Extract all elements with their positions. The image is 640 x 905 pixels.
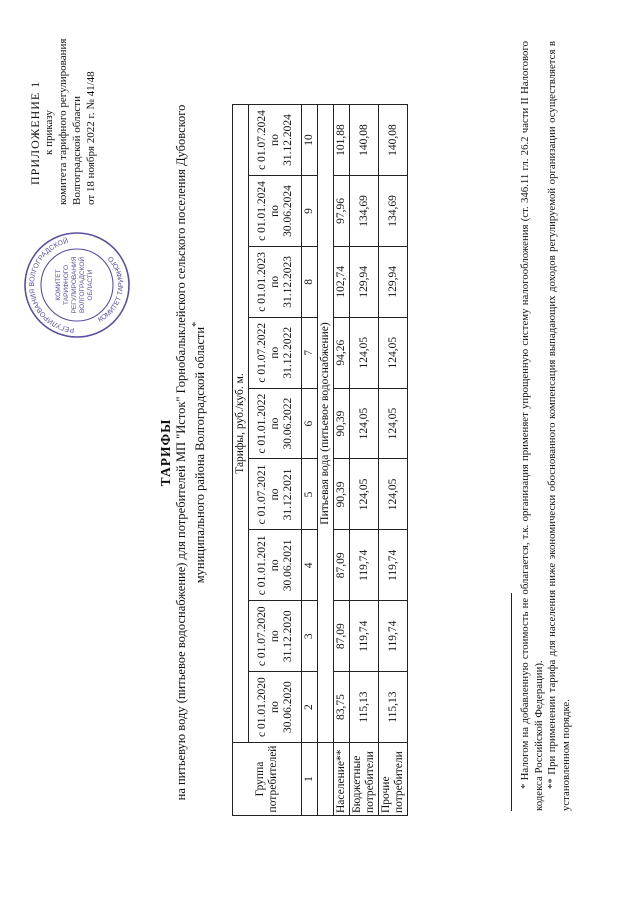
consumer-group-name: Бюджетные потребители	[350, 743, 379, 816]
svg-text:ВОЛГОГРАДСКОЙ: ВОЛГОГРАДСКОЙ	[79, 256, 86, 314]
tariff-value: 90,39	[334, 388, 350, 459]
period-header: с 01.01.2022 по 30.06.2022	[249, 388, 302, 459]
tariff-value: 94,26	[334, 317, 350, 388]
section-row	[318, 105, 334, 816]
tariff-value: 124,05	[379, 459, 408, 530]
column-number: 10	[302, 105, 318, 176]
tariffs-header: Тарифы, руб./куб. м.	[233, 105, 249, 743]
document-title	[158, 80, 208, 825]
tariff-value: 119,74	[350, 601, 379, 672]
tariff-value: 87,09	[334, 601, 350, 672]
numbers-row	[302, 105, 318, 816]
tariff-value: 119,74	[350, 530, 379, 601]
period-header: с 01.01.2023 по 31.12.2023	[249, 246, 302, 317]
column-number: 7	[302, 317, 318, 388]
column-number: 4	[302, 530, 318, 601]
tariff-value: 134,69	[350, 176, 379, 247]
column-number: 6	[302, 388, 318, 459]
title-line-1: на питьевую воду (питьевое водоснабжение) для потребителей МП "Исток" Горнобалыклейского сельского поселения Дубовского	[174, 104, 188, 801]
group-header: Группа потребителей	[233, 743, 302, 816]
tariff-value: 115,13	[379, 672, 408, 743]
tariff-value: 83,75	[334, 672, 350, 743]
tariff-value: 119,74	[379, 601, 408, 672]
footnote-2: ** При применении тарифа для населения ниже экономически обоснованного компенсация выпадающих доходов регулируемой организации осуществляется в установленном порядке.	[546, 41, 572, 811]
period-header: с 01.01.2024 по 30.06.2024	[249, 176, 302, 247]
tariff-value: 140,08	[350, 105, 379, 176]
column-number: 5	[302, 459, 318, 530]
column-number: 9	[302, 176, 318, 247]
table-row	[379, 105, 408, 816]
appendix-title: ПРИЛОЖЕНИЕ 1	[28, 80, 42, 185]
section-title: Питьевая вода (питьевое водоснабжение)	[318, 105, 334, 743]
period-header: с 01.07.2024 по 31.12.2024	[249, 105, 302, 176]
tariff-value: 124,05	[350, 459, 379, 530]
tariff-value: 124,05	[350, 388, 379, 459]
column-number: 1	[302, 743, 318, 816]
svg-text:РЕГУЛИРОВАНИЯ: РЕГУЛИРОВАНИЯ	[71, 256, 78, 314]
tariff-table-wrapper	[232, 104, 408, 816]
appendix-line-3: Волгоградской области	[71, 96, 83, 205]
tariff-value: 124,05	[379, 317, 408, 388]
column-number: 8	[302, 246, 318, 317]
svg-text:ОБЛАСТИ: ОБЛАСТИ	[87, 269, 94, 301]
svg-text:ТАРИФНОГО: ТАРИФНОГО	[63, 265, 70, 305]
tariff-value: 134,69	[379, 176, 408, 247]
tariff-table-body	[318, 105, 408, 816]
column-number: 3	[302, 601, 318, 672]
appendix-line-4: от 18 ноября 2022 г. № 41/48	[85, 71, 97, 205]
period-header: с 01.07.2020 по 31.12.2020	[249, 601, 302, 672]
svg-text:КОМИТЕТ ТАРИФНОГО: КОМИТЕТ ТАРИФНОГО	[97, 254, 126, 324]
footnote-divider	[511, 593, 512, 811]
tariff-value: 124,05	[350, 317, 379, 388]
period-header: с 01.01.2020 по 30.06.2020	[249, 672, 302, 743]
period-header: с 01.07.2021 по 31.12.2021	[249, 459, 302, 530]
appendix-line-2: комитета тарифного регулирования	[57, 38, 69, 205]
table-row	[350, 105, 379, 816]
tariff-value: 102,74	[334, 246, 350, 317]
period-header: с 01.01.2021 по 30.06.2021	[249, 530, 302, 601]
consumer-group-name: Население**	[334, 743, 350, 816]
tariff-value: 115,13	[350, 672, 379, 743]
tariff-value: 119,74	[379, 530, 408, 601]
periods-row	[249, 105, 302, 816]
consumer-group-name: Прочие потребители	[379, 743, 408, 816]
footnote-1: * Налогом на добавленную стоимость не облагается, т.к. организация применяет упрощенную систему налогообложения (ст. 346.11 гл. 26.2 части II Налогового кодекса Российской Федерации).	[519, 41, 545, 811]
title-heading: ТАРИФЫ	[158, 418, 173, 487]
column-number: 2	[302, 672, 318, 743]
tariff-value: 140,08	[379, 105, 408, 176]
appendix-block	[28, 5, 98, 265]
title-line-2-text: муниципального района Волгоградской области	[193, 326, 208, 584]
tariff-value: 129,94	[379, 246, 408, 317]
section-empty-cell	[318, 743, 334, 816]
svg-text:РЕГУЛИРОВАНИЯ ВОЛГОГРАДСКОЙ: РЕГУЛИРОВАНИЯ ВОЛГОГРАДСКОЙ	[28, 237, 75, 333]
title-footnote-mark: *	[191, 321, 202, 327]
tariff-value: 90,39	[334, 459, 350, 530]
title-line-2	[189, 80, 208, 825]
table-row	[334, 105, 350, 816]
svg-text:КОМИТЕТ: КОМИТЕТ	[55, 269, 62, 301]
tariff-value: 87,09	[334, 530, 350, 601]
footnotes	[519, 41, 573, 811]
tariff-value: 101,88	[334, 105, 350, 176]
tariff-value: 129,94	[350, 246, 379, 317]
tariff-value: 97,96	[334, 176, 350, 247]
appendix-line-1: к приказу	[43, 109, 55, 155]
tariff-value: 124,05	[379, 388, 408, 459]
tariff-table	[232, 104, 408, 816]
period-header: с 01.07.2022 по 31.12.2022	[249, 317, 302, 388]
